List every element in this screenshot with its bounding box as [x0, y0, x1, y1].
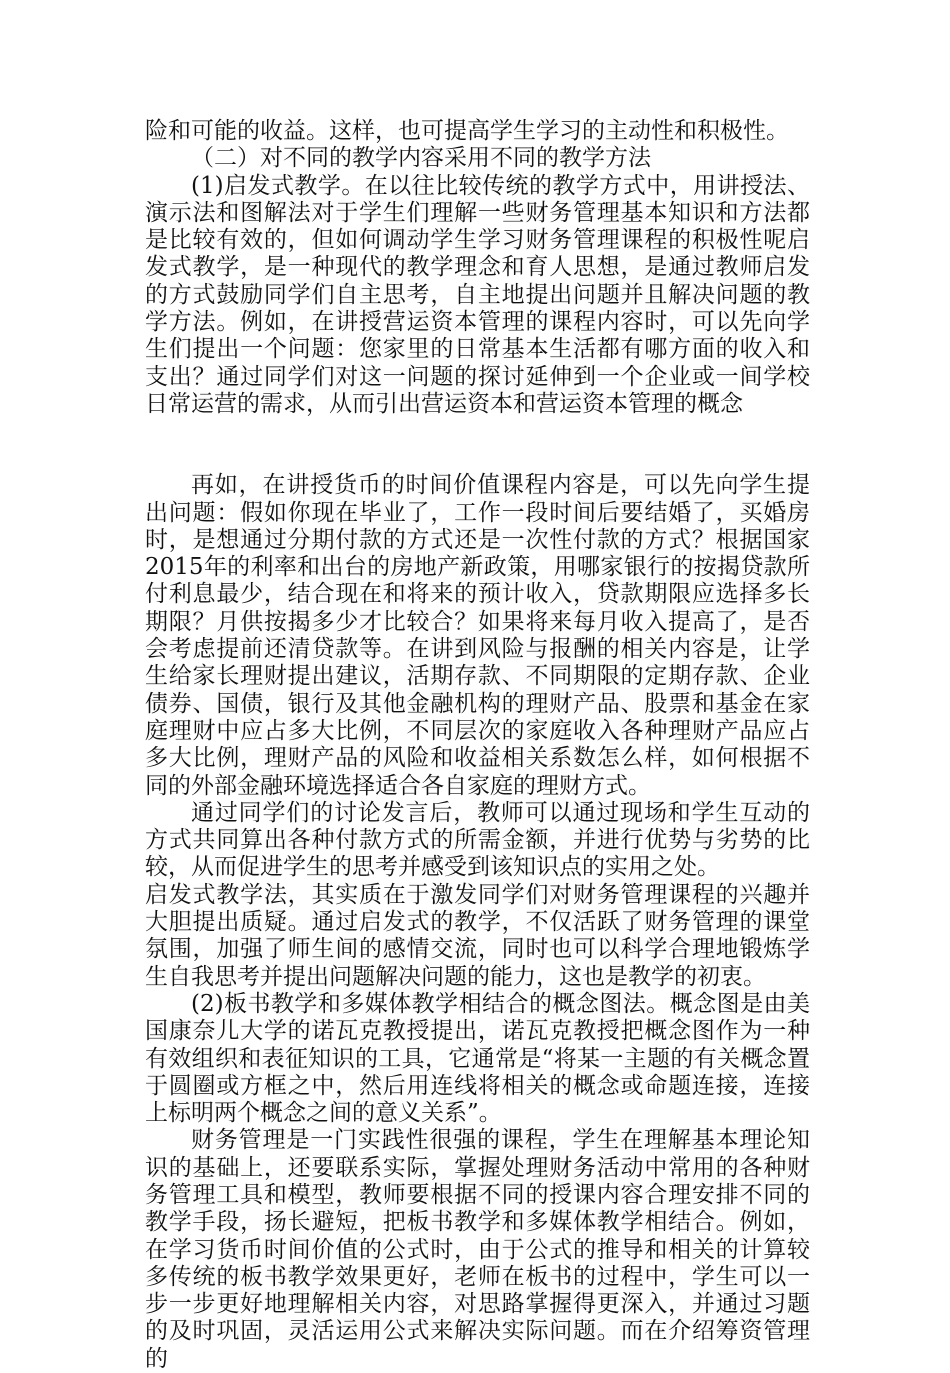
paragraph-discussion: 通过同学们的讨论发言后，教师可以通过现场和学生互动的方式共同算出各种付款方式的所需金额，并进行优势与劣势的比较，从而促进学生的思考并感受到该知识点的实用之处。 [145, 799, 810, 881]
paragraph-continuation: 险和可能的收益。这样，也可提高学生学习的主动性和积极性。 [145, 118, 789, 144]
paragraph-heuristic-teaching: (1)启发式教学。在以往比较传统的教学方式中，用讲授法、演示法和图解法对于学生们理解一些财务管理基本知识和方法都是比较有效的，但如何调动学生学习财务管理课程的积极性呢启发式教学，是一种现代的教学理念和育人思想，是通过教师启发的方式鼓励同学们自主思考，自主地提出问题并且解决问题的教学方法。例如，在讲授营运资本管理的课程内容时，可以先向学生们提出一个问题：您家里的日常基本生活都有哪方面的收入和支出？通过同学们对这一问题的探讨延伸到一个企业或一间学校日常运营的需求，从而引出营运资本和营运资本管理的概念 [145, 172, 810, 417]
paragraph-time-value-example: 再如，在讲授货币的时间价值课程内容是，可以先向学生提出问题：假如你现在毕业了，工作一段时间后要结婚了，买婚房时，是想通过分期付款的方式还是一次性付款的方式？根据国家2015年的利率和出台的房地产新政策，用哪家银行的按揭贷款所付利息最少，结合现在和将来的预计收入，贷款期限应选择多长期限？月供按揭多少才比较合？如果将来每月收入提高了，是否会考虑提前还清贷款等。在讲到风险与报酬的相关内容是，让学生给家长理财提出建议，活期存款、不同期限的定期存款、企业债券、国债，银行及其他金融机构的理财产品、股票和基金在家庭理财中应占多大比例，不同层次的家庭收入各种理财产品应占多大比例，理财产品的风险和收益相关系数怎么样，如何根据不同的外部金融环境选择适合各自家庭的理财方式。 [145, 472, 810, 799]
body-text [145, 118, 810, 1373]
paragraph-financial-management: 财务管理是一门实践性很强的课程，学生在理解基本理论知识的基础上，还要联系实际，掌握处理财务活动中常用的各种财务管理工具和模型，教师要根据不同的授课内容合理安排不同的教学手段，扬长避短，把板书教学和多媒体教学相结合。例如，在学习货币时间价值的公式时，由于公式的推导和相关的计算较多传统的板书教学效果更好，老师在板书的过程中，学生可以一步一步更好地理解相关内容，对思路掌握得更深入，并通过习题的及时巩固，灵活运用公式来解决实际问题。而在介绍筹资管理的 [145, 1127, 810, 1372]
section-heading: （二）对不同的教学内容采用不同的教学方法 [191, 145, 651, 172]
paragraph-concept-map: (2)板书教学和多媒体教学相结合的概念图法。概念图是由美国康奈儿大学的诺瓦克教授提出，诺瓦克教授把概念图作为一种有效组织和表征知识的工具，它通常是“将某一主题的有关概念置于圆圈或方框之中，然后用连线将相关的概念或命题连接，连接上标明两个概念之间的意义关系”。 [145, 990, 810, 1127]
paragraph-heuristic-essence: 启发式教学法，其实质在于激发同学们对财务管理课程的兴趣并大胆提出质疑。通过启发式的教学，不仅活跃了财务管理的课堂氛围，加强了师生间的感情交流，同时也可以科学合理地锻炼学生自我思考并提出问题解决问题的能力，这也是教学的初衷。 [145, 881, 810, 990]
paragraph-gap [145, 418, 810, 472]
